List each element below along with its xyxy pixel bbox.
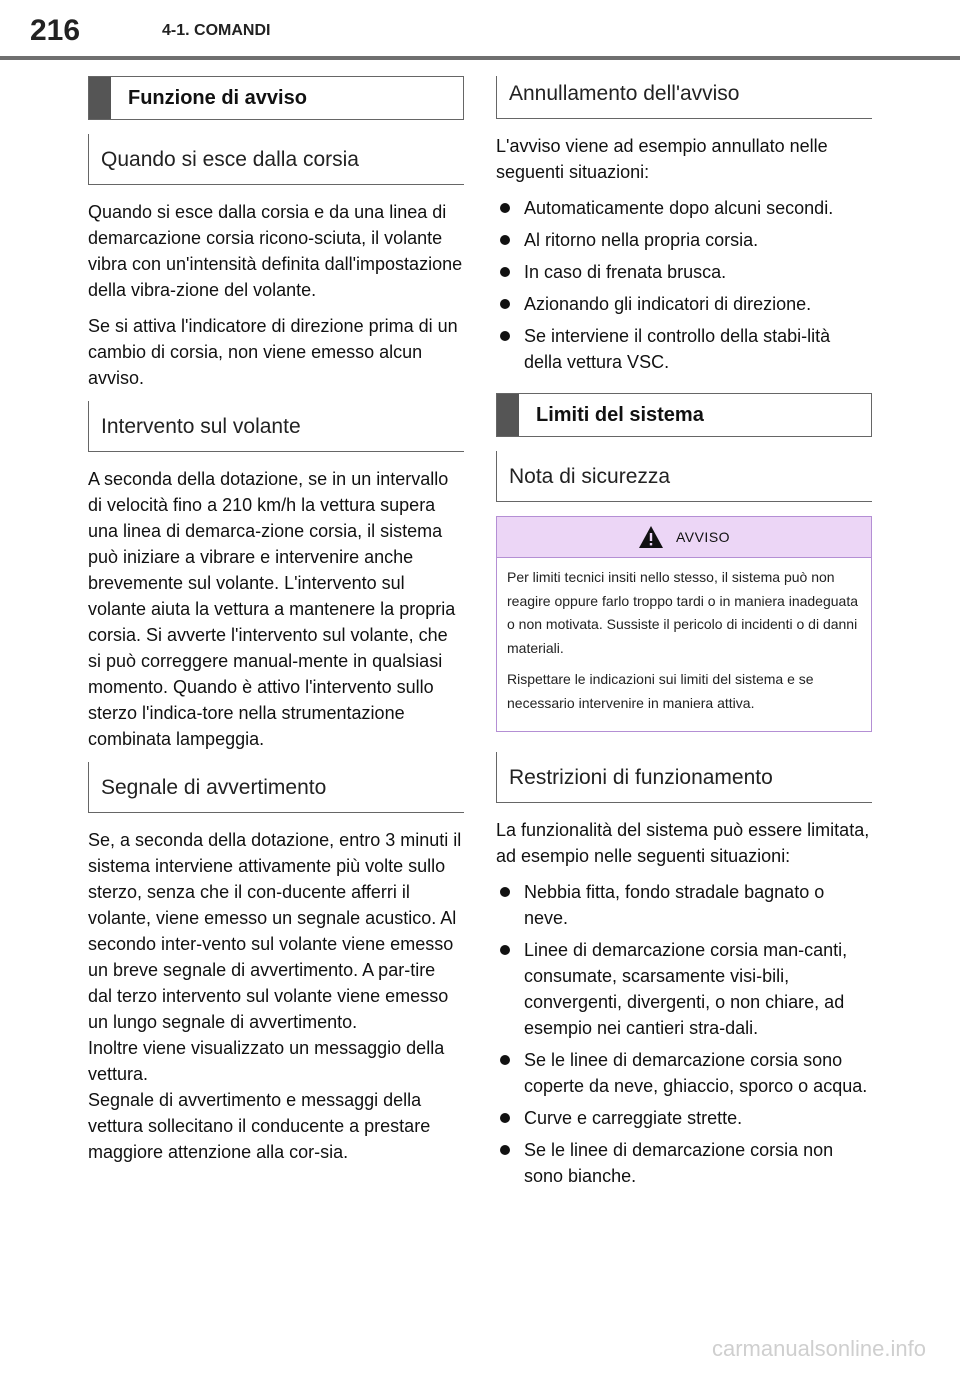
- list-item: Se le linee di demarcazione corsia non sono bianche.: [496, 1137, 872, 1189]
- list-item: In caso di frenata brusca.: [496, 259, 872, 285]
- section-title: 4-1. COMANDI: [162, 22, 271, 39]
- paragraph: L'avviso viene ad esempio annullato nelle seguenti situazioni:: [496, 136, 828, 182]
- subheading-nota-sicurezza: Nota di sicurezza: [496, 451, 872, 502]
- list-item: Linee di demarcazione corsia man-canti, consumate, scarsamente visi-bili, convergenti, divergenti, o non chiare, ad esempio nei cantieri stra-dali.: [496, 937, 872, 1041]
- warning-paragraph: Per limiti tecnici insiti nello stesso, il sistema può non reagire oppure farlo troppo tardi o in maniera inadeguata o non motivata. Sussiste il pericolo di incidenti o di danni materiali.: [507, 569, 859, 656]
- list-item: Azionando gli indicatori di direzione.: [496, 291, 872, 317]
- warning-paragraph: Rispettare le indicazioni sui limiti del sistema e se necessario intervenire in maniera attiva.: [507, 671, 814, 711]
- subheading-annullamento-avviso: Annullamento dell'avviso: [496, 76, 872, 119]
- heading-box-limiti-sistema: [496, 393, 872, 437]
- subheading-uscita-corsia: Quando si esce dalla corsia: [88, 134, 464, 185]
- paragraph: Segnale di avvertimento e messaggi della vettura sollecitano il conducente a prestare maggiore attenzione alla cor-sia.: [88, 1090, 431, 1162]
- list-item: Automaticamente dopo alcuni secondi.: [496, 195, 872, 221]
- paragraph: La funzionalità del sistema può essere limitata, ad esempio nelle seguenti situazioni:: [496, 820, 870, 866]
- subheading-segnale-avvertimento: Segnale di avvertimento: [88, 762, 464, 813]
- page-number: 216: [30, 14, 81, 47]
- watermark: carmanualsonline.info: [711, 1336, 926, 1361]
- list-item: Curve e carreggiate strette.: [496, 1105, 872, 1131]
- heading-marker: [89, 77, 111, 119]
- left-column: [88, 76, 464, 1175]
- right-column: [496, 76, 872, 1199]
- paragraph: Se, a seconda della dotazione, entro 3 minuti il sistema interviene attivamente più volte sullo sterzo, senza che il con-ducente afferri il volante, viene emesso un segnale acustico. Al secondo inter-vento sul volante viene emesso un breve segnale di avvertimento. A par-tire dal terzo intervento sul volante viene emesso un lungo segnale di avvertimento.: [88, 830, 462, 1032]
- warning-title: AVVISO: [675, 529, 731, 545]
- warning-box: [496, 516, 872, 732]
- warning-body: [497, 558, 871, 731]
- heading-box-funzione-di-avviso: [88, 76, 464, 120]
- heading-marker: [497, 394, 519, 436]
- subheading-intervento-volante: Intervento sul volante: [88, 401, 464, 452]
- bullet-list-annullamento: [496, 195, 872, 375]
- heading-title: Limiti del sistema: [536, 403, 704, 426]
- warning-header: [497, 517, 871, 558]
- paragraph: Inoltre viene visualizzato un messaggio della vettura.: [88, 1038, 445, 1084]
- paragraph: Se si attiva l'indicatore di direzione prima di un cambio di corsia, non viene emesso alcun avviso.: [88, 316, 458, 388]
- header-divider: [0, 56, 960, 60]
- paragraph: Quando si esce dalla corsia e da una linea di demarcazione corsia ricono-sciuta, il volante vibra con un'intensità definita dall'impostazione della vibra-zione del volante.: [88, 202, 463, 300]
- subheading-restrizioni: Restrizioni di funzionamento: [496, 752, 872, 803]
- list-item: Al ritorno nella propria corsia.: [496, 227, 872, 253]
- heading-title: Funzione di avviso: [128, 86, 307, 109]
- list-item: Se le linee di demarcazione corsia sono coperte da neve, ghiaccio, sporco o acqua.: [496, 1047, 872, 1099]
- bullet-list-restrizioni: [496, 879, 872, 1189]
- warning-triangle-icon: [638, 525, 664, 549]
- list-item: Nebbia fitta, fondo stradale bagnato o neve.: [496, 879, 872, 931]
- list-item: Se interviene il controllo della stabi-lità della vettura VSC.: [496, 323, 872, 375]
- paragraph: A seconda della dotazione, se in un intervallo di velocità fino a 210 km/h la vettura supera una linea di demarca-zione corsia, il sistema può iniziare a vibrare e intervenire anche brevemente sul volante. L'intervento sul volante aiuta la vettura a mantenere la propria corsia. Si avverte l'intervento sul volante, che si può correggere manual-mente in qualsiasi momento. Quando è attivo l'intervento sullo sterzo l'indica-tore nella strumentazione combinata lampeggia.: [88, 469, 456, 749]
